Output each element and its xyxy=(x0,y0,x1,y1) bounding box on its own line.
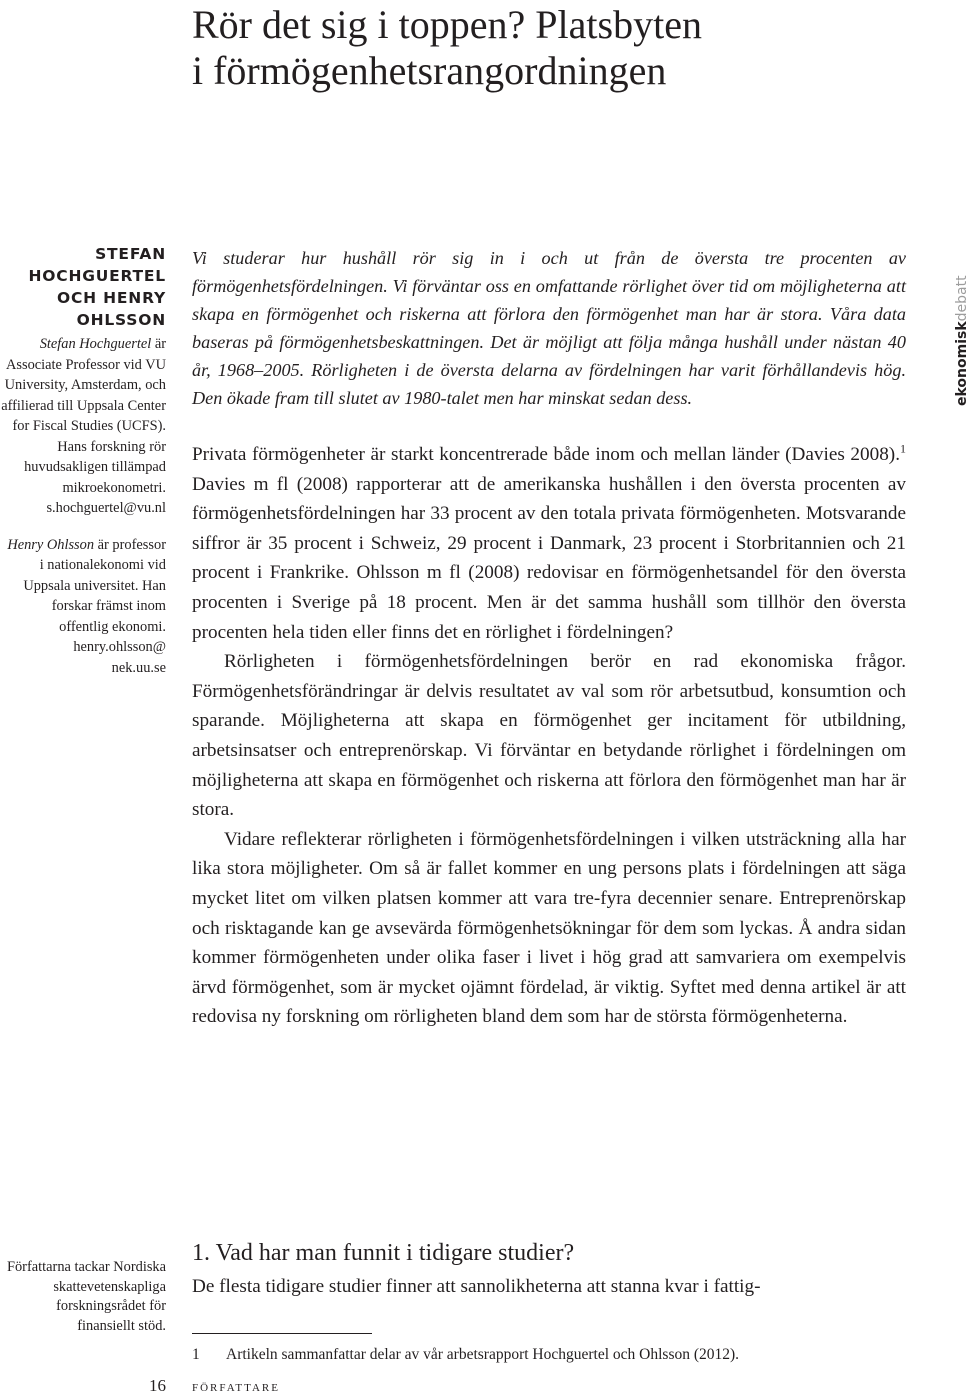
title-line-2: i förmögenhetsrangordningen xyxy=(192,48,667,93)
footnote-text: Artikeln sammanfattar delar av vår arbetsrapport Hochguertel och Ohlsson (2012). xyxy=(226,1346,740,1363)
email-part: nek.uu.se xyxy=(111,659,166,676)
footnote-number: 1 xyxy=(192,1346,200,1363)
author-sidebar xyxy=(0,243,166,694)
footnote-ref[interactable]: 1 xyxy=(900,441,906,456)
author-names xyxy=(0,243,166,331)
journal-brand xyxy=(936,246,970,416)
author-name-line: HOCHGUERTEL xyxy=(28,267,166,285)
author-name-line: OHLSSON xyxy=(76,311,166,329)
title-line-1: Rör det sig i toppen? Platsbyten xyxy=(192,2,702,47)
brand-part-dark: ekonomisk xyxy=(954,321,970,406)
footnote xyxy=(192,1343,906,1367)
acknowledgement: Författarna tackar Nordiska skattevetenskapliga forskningsrådet för finansiellt stöd. xyxy=(6,1259,166,1334)
bio-author-name: Stefan Hochguertel xyxy=(39,336,152,352)
author-bio-ohlsson xyxy=(0,535,166,679)
article-body xyxy=(192,244,906,1032)
running-footer: FÖRFATTARE xyxy=(192,1382,280,1394)
author-bio-hochguertel xyxy=(0,334,166,519)
author-name-line: STEFAN xyxy=(95,245,166,263)
body-paragraph xyxy=(192,440,906,647)
article-title xyxy=(192,2,932,94)
footnote-divider xyxy=(192,1333,372,1334)
body-paragraph: Rörligheten i förmögenhetsfördelningen berör en rad ekonomiska frågor. Förmögenhetsförändringar är delvis resultatet av val som rör arbetsutbud, konsumtion och sparande. Möjligheterna att skapa en förmögenhet ger incitament för utbildning, arbetsinsatser och entreprenörskap. Vi förväntar en betydande rörlighet i fördelningen om möjligheterna att skapa en förmögenhet och riskerna att förlora den förmögenhet man har är stora. xyxy=(192,651,906,821)
author-name-line: OCH HENRY xyxy=(57,289,166,307)
email-part: henry.ohlsson@ xyxy=(73,639,166,655)
abstract: Vi studerar hur hushåll rör sig in i och ut från de översta tre procenten av förmögenhetsfördelningen. Vi förväntar oss en omfattande rörlighet över tid om möjligheterna att skapa en förmögenhet och riskerna att förlora den förmögenhet man har är stora. Våra data baseras på förmögenhetsbeskattningen. Det är möjligt att följa många hushåll under nästan 40 år, 1968–2005. Rörligheten i de översta delarna av fördelningen har varit förhållandevis hög. Den ökade fram till slutet av 1980-talet men har minskat sedan dess. xyxy=(192,248,906,408)
section-heading: 1. Vad har man funnit i tidigare studier? xyxy=(192,1240,575,1266)
brand-part-light: debatt xyxy=(954,275,970,322)
paragraph-text: Davies m fl (2008) rapporterar att de amerikanska hushållen i den översta procenten av förmögenhetsfördelningen har 33 procent av den totala privata förmögenheten. Motsvarande siffror är 35 procent i Schweiz, 29 procent i Danmark, 23 procent i Storbritannien och 21 procent i Frankrike. Ohlsson m fl (2008) redovisar en förmögenhetsandel för den översta procenten i Sverige på 18 procent. Men är det samma hushåll som tillhör den översta procenten hela tiden eller finns det en rörlighet i fördelningen? xyxy=(192,473,906,643)
author-email[interactable] xyxy=(0,637,166,678)
author-email[interactable]: s.hochguertel@vu.nl xyxy=(46,500,166,516)
bio-text: är professor i nationalekonomi vid Uppsala universitet. Han forskar främst inom offentlig ekonomi. xyxy=(23,536,166,635)
journal-brand-text xyxy=(954,275,970,406)
paragraph-text: Privata förmögenheter är starkt koncentrerade både inom och mellan länder (Davies 2008). xyxy=(192,444,900,465)
section-paragraph: De flesta tidigare studier finner att sannolikheterna att stanna kvar i fattig- xyxy=(192,1276,761,1297)
page-number: 16 xyxy=(149,1376,166,1395)
body-paragraph: Vidare reflekterar rörligheten i förmögenhetsfördelningen i vilken utsträckning alla har lika stora möjligheter. Om så är fallet kommer en ung persons plats i fördelningen att säga mycket litet om vilken platsen kommer att vara tre-fyra decennier senare. Entreprenörskap och risktagande kan ge avsevärda förmögenhetsökningar för dem som lyckas. Å andra sidan kommer förmögenheten under olika faser i livet i hög grad att samvariera om exempelvis ärvd förmögenhet, som är mycket ojämnt fördelad, är viktig. Syftet med denna artikel är att redovisa ny forskning om rörligheten bland dem som har de största förmögenheterna. xyxy=(192,828,906,1028)
bio-text: är Associate Professor vid VU University, Amsterdam, och affilierad till Uppsala Center for Fiscal Studies (UCFS). Hans forskning rör huvudsakligen tillämpad mikroekonometri. xyxy=(1,336,166,496)
bio-author-name: Henry Ohlsson xyxy=(7,536,95,553)
